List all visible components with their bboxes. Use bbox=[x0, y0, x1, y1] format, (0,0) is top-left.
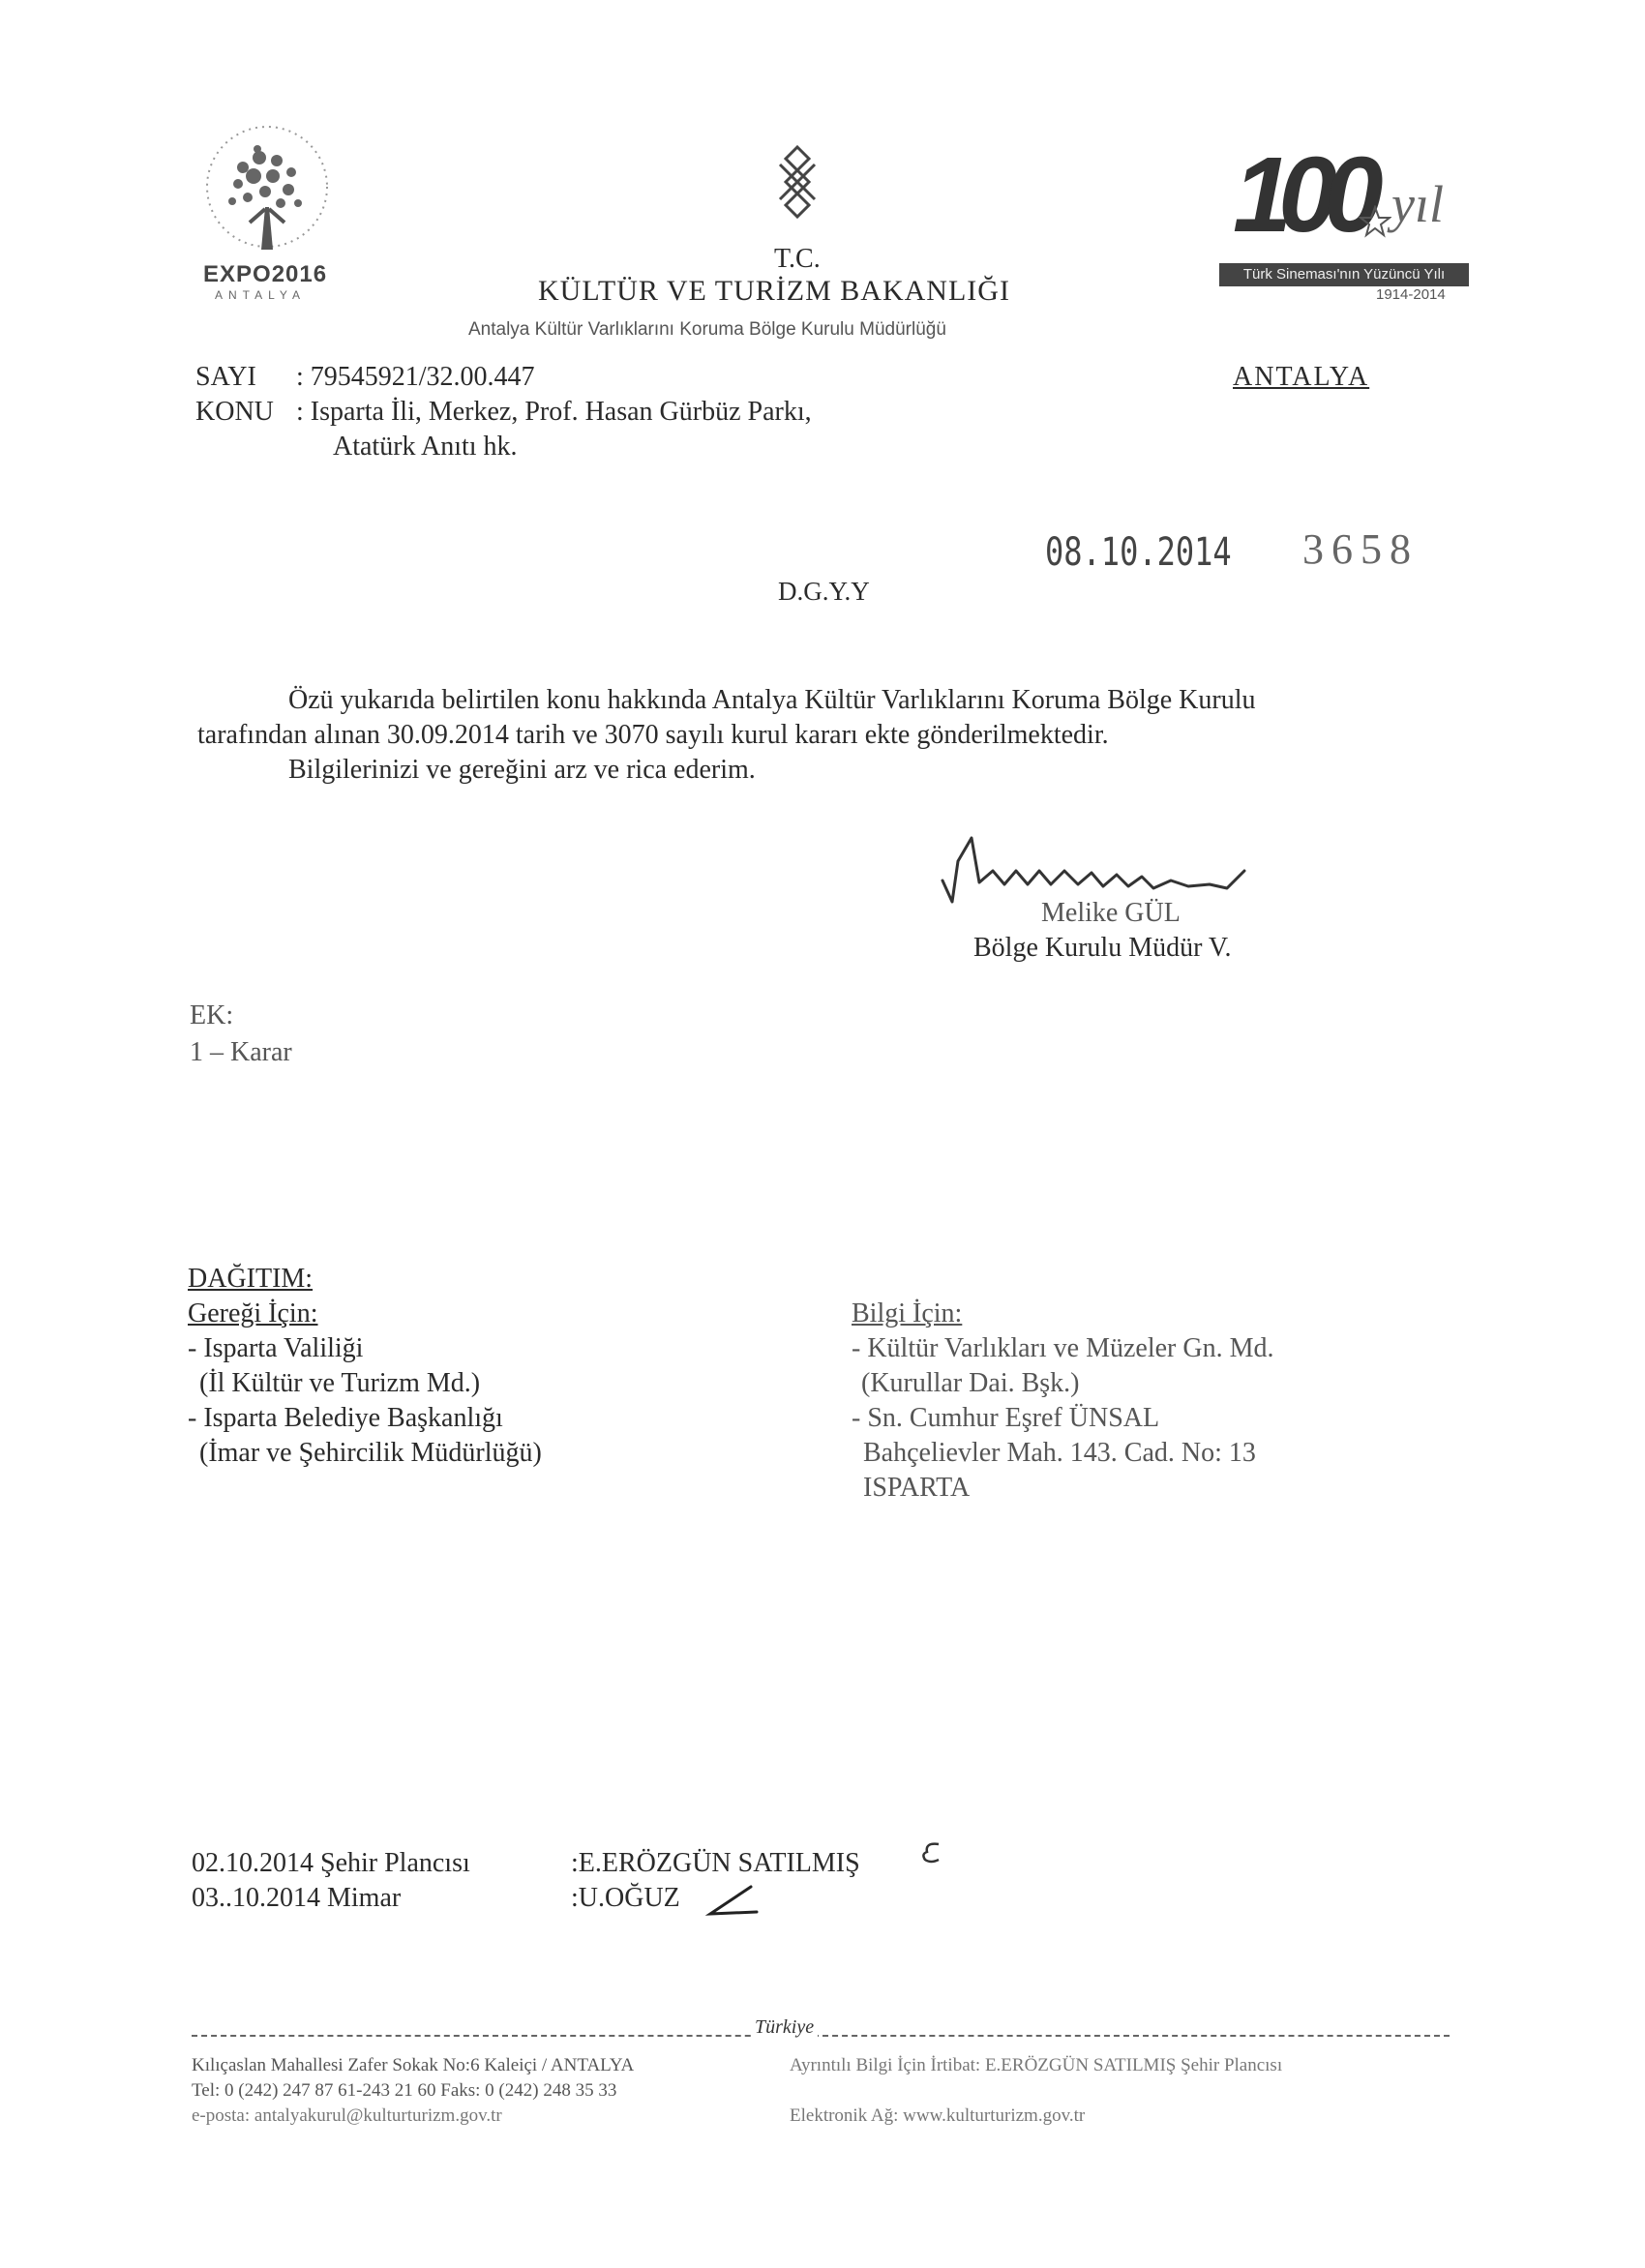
bilgi-heading: Bilgi İçin: bbox=[852, 1298, 963, 1328]
paraf-row-1-name: :E.ERÖZGÜN SATILMIŞ bbox=[571, 1848, 860, 1878]
footer-web: Elektronik Ağ: www.kulturturizm.gov.tr bbox=[790, 2105, 1086, 2126]
konu-line-2: Atatürk Anıtı hk. bbox=[333, 432, 518, 462]
centenary-number: 100 bbox=[1233, 135, 1370, 254]
footer-contact: Ayrıntılı Bilgi İçin İrtibat: E.ERÖZGÜN SATILMIŞ Şehir Plancısı bbox=[790, 2055, 1283, 2075]
sayi-label: SAYI bbox=[195, 362, 256, 392]
paraf-row-1-date: 02.10.2014 Şehir Plancısı bbox=[192, 1848, 470, 1878]
tc-heading: T.C. bbox=[774, 244, 821, 274]
star-icon bbox=[1359, 205, 1391, 238]
stamp-date: 08.10.2014 bbox=[1045, 530, 1232, 575]
body-line-1: Özü yukarıda belirtilen konu hakkında Antalya Kültür Varlıklarını Koruma Bölge Kurulu bbox=[288, 685, 1256, 715]
gereği-item: (İmar ve Şehircilik Müdürlüğü) bbox=[199, 1438, 542, 1468]
city-label: ANTALYA bbox=[1233, 362, 1370, 392]
paraf-row-2-name: :U.OĞUZ bbox=[571, 1883, 680, 1913]
konu-label: KONU bbox=[195, 397, 274, 427]
footer-address: Kılıçaslan Mahallesi Zafer Sokak No:6 Kaleiçi / ANTALYA bbox=[192, 2055, 635, 2075]
ministry-emblem-icon bbox=[774, 143, 821, 223]
gereği-item: - Isparta Valiliği bbox=[188, 1333, 364, 1363]
signer-name: Melike GÜL bbox=[1041, 898, 1181, 928]
centenary-logo bbox=[1206, 135, 1472, 314]
bilgi-item: Bahçelievler Mah. 143. Cad. No: 13 bbox=[863, 1438, 1256, 1468]
centenary-banner: Türk Sineması'nın Yüzüncü Yılı bbox=[1219, 263, 1469, 286]
initial-mark bbox=[704, 1883, 763, 1927]
distribution-heading: DAĞITIM: bbox=[188, 1264, 314, 1294]
bilgi-item: (Kurullar Dai. Bşk.) bbox=[861, 1368, 1080, 1398]
centenary-word: yıl bbox=[1391, 175, 1444, 233]
footer-divider bbox=[192, 2035, 1450, 2037]
footer-email: e-posta: antalyakurul@kulturturizm.gov.tr bbox=[192, 2105, 502, 2126]
stamp-recipient: D.G.Y.Y bbox=[778, 577, 870, 606]
paraf-row-2-date: 03..10.2014 Mimar bbox=[192, 1883, 402, 1913]
attachment-label: EK: bbox=[190, 1000, 234, 1030]
signer-title: Bölge Kurulu Müdür V. bbox=[973, 933, 1232, 963]
turkiye-logo: Türkiye bbox=[751, 2016, 818, 2039]
gereği-item: (İl Kültür ve Turizm Md.) bbox=[199, 1368, 481, 1398]
footer-phone: Tel: 0 (242) 247 87 61-243 21 60 Faks: 0 (242) 248 35 33 bbox=[192, 2080, 617, 2101]
body-line-2: tarafından alınan 30.09.2014 tarih ve 3070 sayılı kurul kararı ekte gönderilmektedir. bbox=[197, 720, 1109, 750]
sayi-value: : 79545921/32.00.447 bbox=[296, 362, 535, 392]
centenary-years: 1914-2014 bbox=[1376, 286, 1446, 303]
bilgi-item: ISPARTA bbox=[863, 1473, 971, 1503]
initial-mark bbox=[919, 1840, 944, 1865]
attachment-item: 1 – Karar bbox=[190, 1037, 292, 1067]
konu-line-1: : Isparta İli, Merkez, Prof. Hasan Gürbüz Parkı, bbox=[296, 397, 812, 427]
body-line-3: Bilgilerinizi ve gereğini arz ve rica ederim. bbox=[288, 755, 756, 785]
gereği-heading: Gereği İçin: bbox=[188, 1298, 318, 1328]
expo-logo-sub: ANTALYA bbox=[215, 288, 307, 302]
expo-tree-icon bbox=[190, 114, 344, 269]
stamp-number: 3658 bbox=[1302, 525, 1419, 573]
bilgi-item: - Sn. Cumhur Eşref ÜNSAL bbox=[852, 1403, 1160, 1433]
gereği-item: - Isparta Belediye Başkanlığı bbox=[188, 1403, 503, 1433]
ministry-title: KÜLTÜR VE TURİZM BAKANLIĞI bbox=[538, 275, 1010, 307]
bilgi-item: - Kültür Varlıkları ve Müzeler Gn. Md. bbox=[852, 1333, 1274, 1363]
expo-logo-text: EXPO2016 bbox=[203, 261, 328, 287]
expo-2016-logo bbox=[190, 114, 344, 308]
directorate-name: Antalya Kültür Varlıklarını Koruma Bölge Kurulu Müdürlüğü bbox=[468, 319, 946, 340]
